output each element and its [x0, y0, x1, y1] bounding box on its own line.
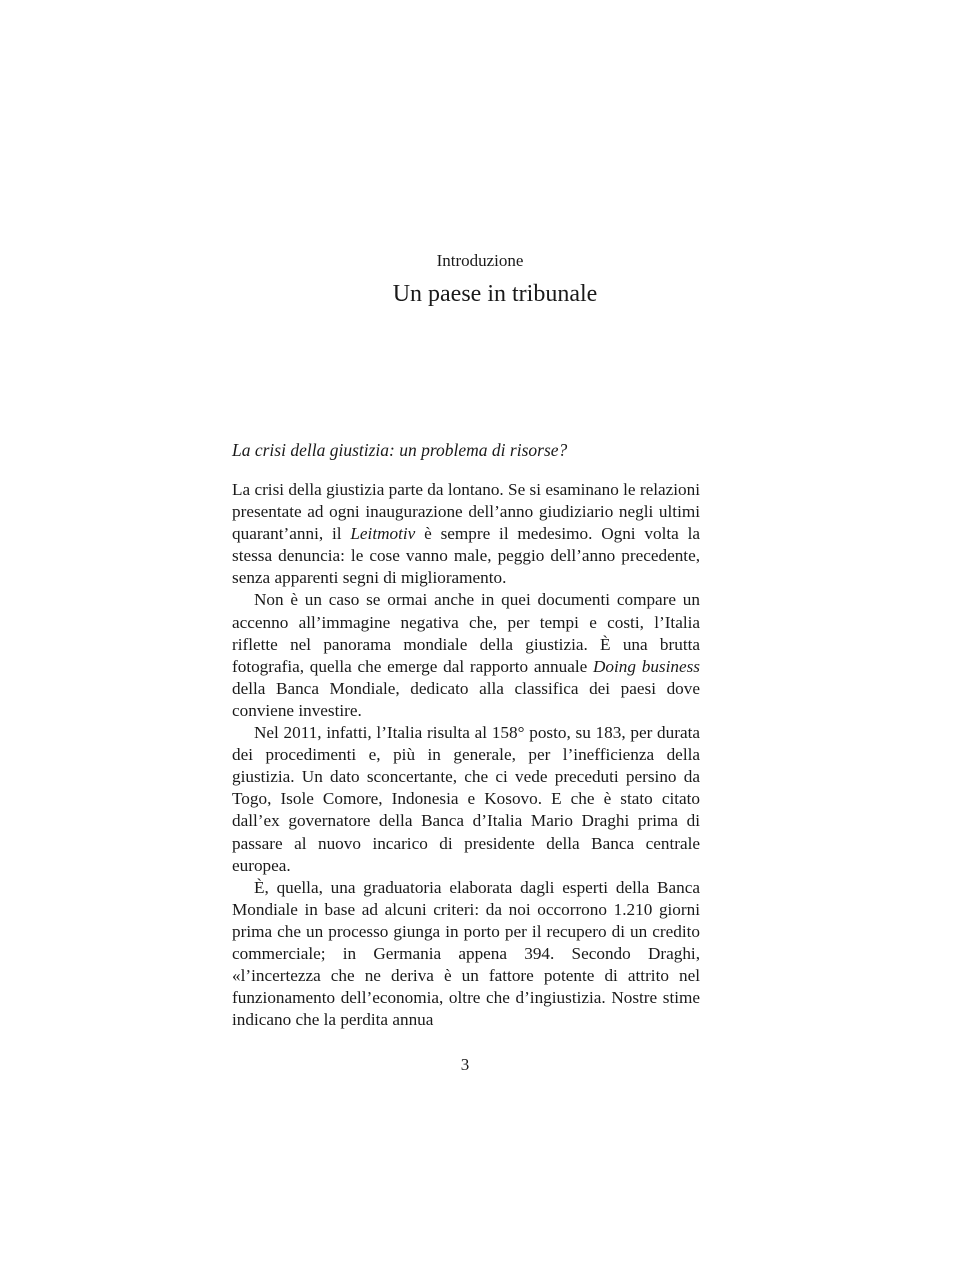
paragraph-1-italic-term: Leitmotiv [350, 524, 416, 544]
paragraph-2-part-b: della Banca Mondiale, dedicato alla classifica dei paesi dove conviene investire. [232, 678, 700, 720]
paragraph-2 [232, 589, 700, 722]
body-text [232, 479, 700, 1031]
section-heading: La crisi della giustizia: un problema di risorse? [232, 440, 568, 460]
chapter-title: Un paese in tribunale [392, 281, 598, 307]
paragraph-1-part-a: La crisi della giustizia parte da lontano. Se si esaminano le relazioni presentate ad ogni inaugurazione dell’anno giudiziario negli ultimi quarant’anni, il [232, 480, 700, 544]
paragraph-2-part-a: Non è un caso se ormai anche in quei documenti compare un accenno all’immagine negativa che, per tempi e costi, l’Italia riflette nel panorama mondiale della giustizia. È una brutta fotografia, quella che emerge dal rapporto annuale [232, 590, 700, 676]
paragraph-2-italic-term: Doing business [593, 656, 700, 676]
paragraph-1 [232, 479, 700, 589]
chapter-label: Introduzione [436, 251, 524, 270]
paragraph-4: È, quella, una graduatoria elaborata dagli esperti della Banca Mondiale in base ad alcuni criteri: da noi occorrono 1.210 giorni prima che un processo giunga in porto per il recupero di un credito commerciale; in Germania appena 394. Secondo Draghi, «l’incertezza che ne deriva è un fattore potente di attrito nel funzionamento dell’economia, oltre che d’ingiustizia. Nostre stime indicano che la perdita annua [232, 877, 700, 1030]
paragraph-1-part-b: è sempre il medesimo. Ogni volta la stessa denuncia: le cose vanno male, peggio dell’anno precedente, senza apparenti segni di miglioramento. [232, 524, 700, 588]
paragraph-3: Nel 2011, infatti, l’Italia risulta al 158° posto, su 183, per durata dei procedimenti e, più in generale, per l’inefficienza della giustizia. Un dato sconcertante, che ci vede preceduti persino da Togo, Isole Comore, Indonesia e Kosovo. E che è stato citato dall’ex governatore della Banca d’Italia Mario Draghi prima di passare al nuovo incarico di presidente della Banca centrale europea. [232, 723, 700, 875]
page-number: 3 [460, 1055, 470, 1074]
